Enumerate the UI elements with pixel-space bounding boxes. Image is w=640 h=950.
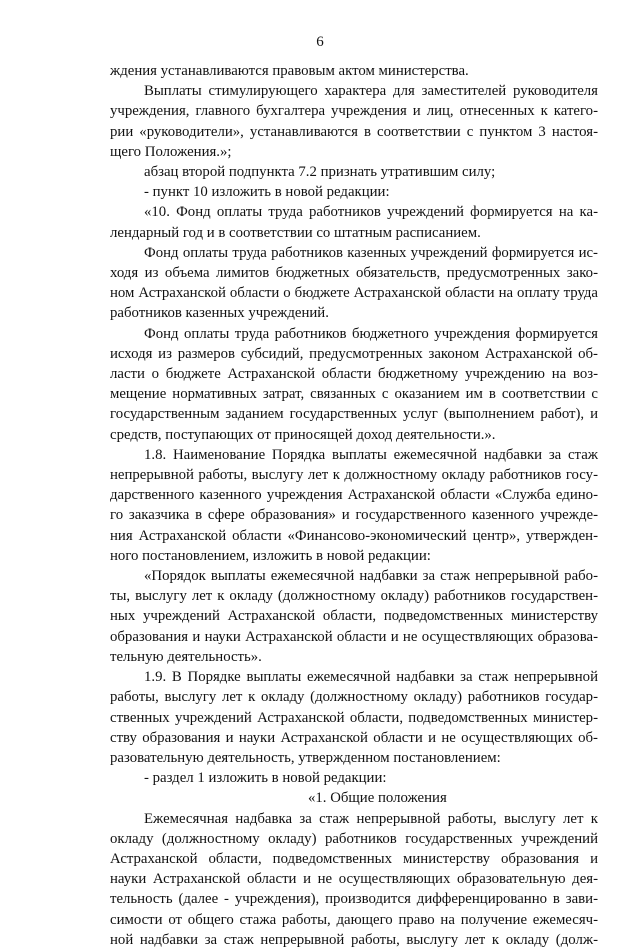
- text-line: исходя из размеров субсидий, предусмотренных законом Астраханской об-: [110, 345, 598, 362]
- text-line: непрерывной работы, выслугу лет к должностному окладу работников госу-: [110, 467, 598, 484]
- text-line: учреждения, главного бухгалтера учреждения и лиц, отнесенных к катего-: [110, 103, 598, 120]
- text-line: образования и науки Астраханской области и не осуществляющих образова-: [110, 628, 598, 645]
- text-line: дарственного казенного учреждения Астраханской области «Служба едино-: [110, 487, 598, 504]
- text-line: ты, выслугу лет к окладу (должностному окладу) работников государствен-: [110, 588, 598, 605]
- text-line: ных учреждений Астраханской области, подведомственных министерству: [110, 608, 598, 625]
- text-line: государственным заданием государственных услуг (выполнением работ), и: [110, 406, 598, 423]
- text-line: работы, выслугу лет к окладу (должностному окладу) работников государ-: [110, 689, 598, 706]
- text-line: Фонд оплаты труда работников казенных учреждений формируется ис-: [144, 244, 598, 261]
- text-line: ной надбавки за стаж непрерывной работы, выслугу лет к окладу (долж-: [110, 931, 598, 948]
- text-line: ственных учреждений Астраханской области, подведомственных министер-: [110, 709, 598, 726]
- text-line: науки Астраханской области и не осуществляющих образовательную дея-: [110, 871, 598, 888]
- text-line: рии «руководители», устанавливаются в соответствии с пунктом 3 настоя-: [110, 123, 598, 140]
- text-line: работников казенных учреждений.: [110, 305, 329, 322]
- text-line: лендарный год и в соответствии со штатным расписанием.: [110, 224, 481, 241]
- text-line: мещение нормативных затрат, связанных с оказанием им в соответствии с: [110, 386, 598, 403]
- text-line: ного постановлением, изложить в новой редакции:: [110, 547, 431, 564]
- text-line: ном Астраханской области о бюджете Астраханской области на оплату труда: [110, 285, 598, 302]
- text-line: абзац второй подпункта 7.2 признать утратившим силу;: [144, 164, 496, 181]
- text-line: Выплаты стимулирующего характера для заместителей руководителя: [144, 83, 598, 100]
- text-line: Фонд оплаты труда работников бюджетного учреждения формируется: [144, 325, 598, 342]
- text-line: - пункт 10 изложить в новой редакции:: [144, 184, 390, 201]
- text-line: ходя из объема лимитов бюджетных обязательств, предусмотренных зако-: [110, 265, 598, 282]
- document-body: [110, 61, 598, 950]
- text-line: средств, поступающих от приносящей доход деятельности.».: [110, 426, 496, 443]
- text-line: 1.8. Наименование Порядка выплаты ежемесячной надбавки за стаж: [144, 446, 598, 463]
- text-line: «Порядок выплаты ежемесячной надбавки за стаж непрерывной рабо-: [144, 568, 598, 585]
- text-line: тельность (далее - учреждения), производится дифференцированно в зави-: [110, 891, 598, 908]
- text-line: 1.9. В Порядке выплаты ежемесячной надбавки за стаж непрерывной: [144, 669, 598, 686]
- text-line: щего Положения.»;: [110, 143, 232, 160]
- text-line: ждения устанавливаются правовым актом министерства.: [110, 63, 469, 79]
- text-line: «10. Фонд оплаты труда работников учреждений формируется на ка-: [144, 204, 598, 221]
- text-line: - раздел 1 изложить в новой редакции:: [144, 770, 387, 787]
- text-line: ния Астраханской области «Финансово-экономический центр», утвержден-: [110, 527, 598, 544]
- text-line: ласти о бюджете Астраханской области бюджетному учреждению на воз-: [110, 366, 598, 383]
- text-line: симости от общего стажа работы, дающего право на получение ежемесяч-: [110, 911, 598, 928]
- text-line: Ежемесячная надбавка за стаж непрерывной работы, выслугу лет к: [144, 810, 598, 827]
- page-number: 6: [316, 34, 324, 50]
- text-line: тельную деятельность».: [110, 648, 262, 665]
- text-line: Астраханской области, подведомственных министерству образования и: [110, 850, 598, 867]
- text-line: разовательную деятельность, утвержденном постановлением:: [110, 749, 501, 766]
- text-line: «1. Общие положения: [308, 790, 447, 807]
- text-line: окладу (должностному окладу) работников государственных учреждений: [110, 830, 598, 847]
- text-line: ству образования и науки Астраханской области и не осуществляющих об-: [110, 729, 598, 746]
- text-line: го заказчика в сфере образования» и государственного казенного учрежде-: [110, 507, 598, 524]
